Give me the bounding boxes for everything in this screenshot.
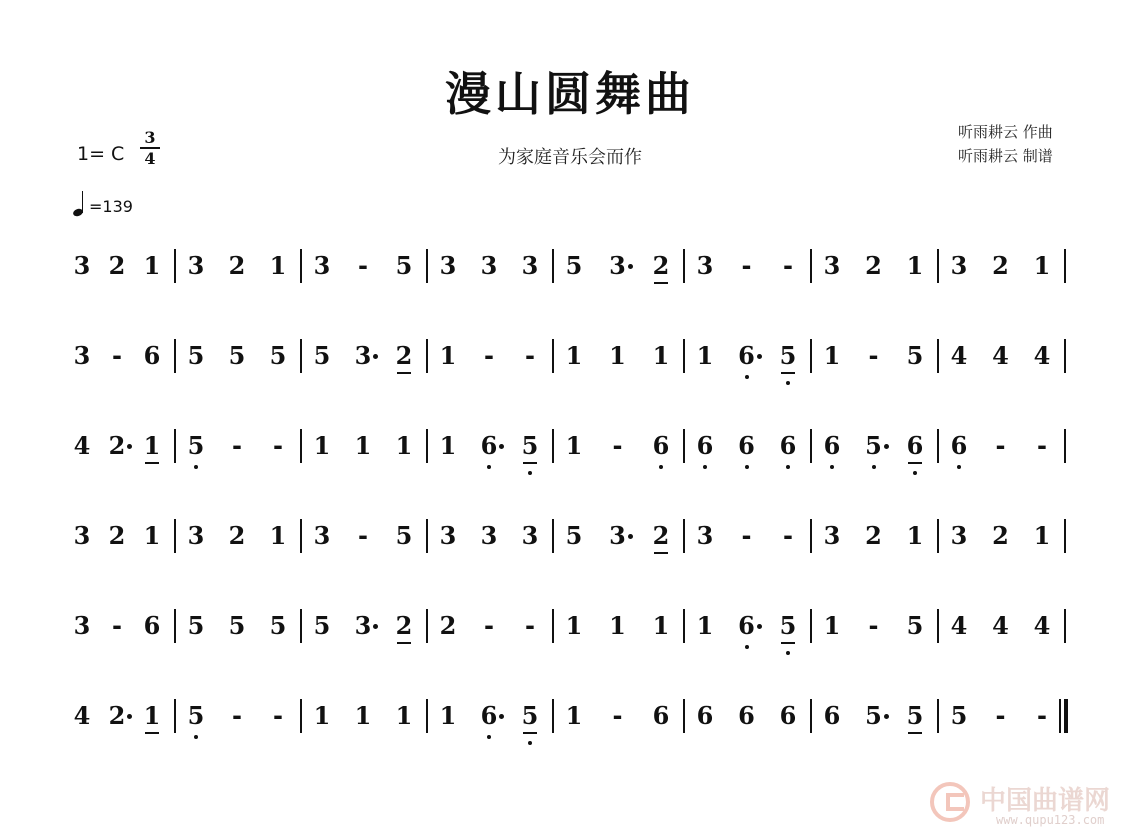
note: 6 [738,611,755,640]
low-octave-dot [786,465,790,469]
note: 5 [269,611,287,640]
note: 4 [992,341,1009,370]
note: 4 [950,611,968,640]
note: 6 [480,701,498,730]
note: 3 [313,521,331,550]
note: 1 [439,701,457,730]
note: 3 [696,521,714,550]
note: 2 [108,431,126,460]
augmentation-dot [757,354,762,359]
barline [552,609,554,643]
duration-dash: - [112,612,122,640]
duration-dash: - [112,342,122,370]
barline [174,249,176,283]
duration-dash: - [273,702,283,730]
barline [810,699,812,733]
barline [1064,429,1066,463]
eighth-underline [397,642,411,644]
low-octave-dot [830,465,834,469]
tempo-marking [73,190,133,216]
barline [1064,519,1066,553]
note: 1 [1033,521,1051,550]
barline [937,609,939,643]
arranger-credit: 听雨耕云 制谱 [958,147,1053,165]
note: 6 [143,611,161,640]
augmentation-dot [884,714,889,719]
duration-dash: - [484,612,494,640]
note: 5 [950,701,968,730]
note: 1 [354,701,372,730]
watermark-name: 中国曲谱网 [980,786,1111,816]
note: 1 [652,341,670,370]
barline [683,249,685,283]
note: 1 [823,611,841,640]
note: 5 [395,521,413,550]
barline [300,339,302,373]
barline [683,609,685,643]
note: 4 [73,701,91,730]
barline [174,699,176,733]
note: 5 [865,431,882,460]
note: 5 [313,341,331,370]
barline [552,699,554,733]
augmentation-dot [127,714,132,719]
barline [1064,339,1066,373]
eighth-underline [781,642,795,644]
note: 5 [187,611,205,640]
note: 2 [439,611,457,640]
note: 1 [565,611,583,640]
low-octave-dot [487,735,491,739]
qupu-logo-icon [930,782,970,822]
note: 1 [696,341,714,370]
final-barline [1064,699,1068,733]
note: 2 [108,701,126,730]
augmentation-dot [499,444,504,449]
barline [174,339,176,373]
duration-dash: - [741,522,752,550]
note: 1 [565,701,583,730]
duration-dash: - [273,432,283,460]
barline [552,429,554,463]
augmentation-dot [884,444,889,449]
duration-dash: - [741,252,752,280]
note: 5 [313,611,331,640]
note: 3 [354,341,372,370]
note: 1 [439,431,457,460]
low-octave-dot [786,651,790,655]
duration-dash: - [525,342,535,370]
note: 5 [521,431,539,460]
duration-dash: - [484,342,494,370]
note: 6 [738,341,755,370]
duration-dash: - [232,702,242,730]
note: 6 [738,431,755,460]
eighth-underline [523,462,537,464]
note: 1 [269,251,287,280]
note: 6 [906,431,924,460]
note: 1 [143,431,161,460]
note: 5 [187,431,205,460]
time-signature [140,130,160,167]
augmentation-dot [628,534,633,539]
note: 4 [1033,341,1051,370]
low-octave-dot [194,465,198,469]
note: 1 [439,341,457,370]
note: 1 [354,431,372,460]
note: 1 [269,521,287,550]
note: 4 [950,341,968,370]
note: 1 [143,251,161,280]
watermark-url: www.qupu123.com [996,813,1105,827]
low-octave-dot [745,645,749,649]
note: 3 [480,521,498,550]
note: 6 [823,431,841,460]
barline [426,699,428,733]
score-line [0,611,1140,671]
note: 3 [313,251,331,280]
key-signature: 1= C [77,143,125,165]
note: 3 [187,251,205,280]
score-line [0,431,1140,491]
note: 2 [865,251,882,280]
barline [1064,609,1066,643]
duration-dash: - [358,252,368,280]
note: 1 [143,521,161,550]
augmentation-dot [499,714,504,719]
note: 1 [906,251,924,280]
score-line [0,251,1140,311]
note: 5 [228,611,246,640]
note: 5 [779,611,797,640]
note: 5 [779,341,797,370]
watermark [930,780,1135,828]
time-signature-numerator: 3 [144,128,156,147]
duration-dash: - [525,612,535,640]
eighth-underline [397,372,411,374]
barline [810,519,812,553]
barline [426,339,428,373]
eighth-underline [654,282,668,284]
barline [426,519,428,553]
note: 2 [865,521,882,550]
note: 2 [108,521,126,550]
note: 1 [313,701,331,730]
note: 6 [696,701,714,730]
barline [810,609,812,643]
note: 3 [480,251,498,280]
barline [810,339,812,373]
note: 3 [823,251,841,280]
barline [426,609,428,643]
eighth-underline [654,552,668,554]
barline [937,429,939,463]
eighth-underline [523,732,537,734]
note: 1 [395,431,413,460]
score-line [0,521,1140,581]
note: 3 [439,251,457,280]
augmentation-dot [373,624,378,629]
barline [174,429,176,463]
note: 5 [187,341,205,370]
note: 6 [143,341,161,370]
note: 6 [696,431,714,460]
score-line [0,341,1140,401]
duration-dash: - [868,612,879,640]
note: 6 [950,431,968,460]
barline [683,429,685,463]
note: 3 [439,521,457,550]
augmentation-dot [628,264,633,269]
note: 6 [779,701,797,730]
note: 5 [395,251,413,280]
low-octave-dot [194,735,198,739]
barline [683,339,685,373]
duration-dash: - [358,522,368,550]
note: 5 [228,341,246,370]
duration-dash: - [612,702,623,730]
note: 1 [696,611,714,640]
low-octave-dot [703,465,707,469]
low-octave-dot [528,471,532,475]
note: 2 [228,251,246,280]
note: 5 [906,611,924,640]
duration-dash: - [612,432,623,460]
low-octave-dot [745,375,749,379]
eighth-underline [145,732,159,734]
note: 6 [652,701,670,730]
note: 5 [565,251,583,280]
duration-dash: - [995,432,1006,460]
note: 3 [187,521,205,550]
note: 6 [652,431,670,460]
low-octave-dot [913,471,917,475]
note: 1 [652,611,670,640]
barline [937,699,939,733]
credits [958,120,1053,168]
note: 4 [992,611,1009,640]
duration-dash: - [1037,432,1047,460]
eighth-underline [908,732,922,734]
note: 5 [906,701,924,730]
note: 3 [354,611,372,640]
note: 3 [609,521,626,550]
note: 5 [521,701,539,730]
augmentation-dot [757,624,762,629]
duration-dash: - [783,252,793,280]
time-signature-denominator: 4 [144,149,156,168]
augmentation-dot [127,444,132,449]
note: 1 [609,611,626,640]
barline [426,249,428,283]
note: 1 [313,431,331,460]
barline [683,519,685,553]
note: 3 [609,251,626,280]
duration-dash: - [783,522,793,550]
barline [300,249,302,283]
barline [810,429,812,463]
note: 2 [652,251,670,280]
barline [937,519,939,553]
low-octave-dot [745,465,749,469]
barline [300,429,302,463]
barline [300,519,302,553]
note: 1 [565,431,583,460]
barline [552,249,554,283]
note: 4 [1033,611,1051,640]
note: 6 [779,431,797,460]
low-octave-dot [872,465,876,469]
score-title: 漫山圆舞曲 [445,67,695,121]
note: 4 [73,431,91,460]
note: 3 [521,251,539,280]
eighth-underline [781,372,795,374]
note: 2 [992,251,1009,280]
note: 1 [565,341,583,370]
barline [810,249,812,283]
barline [174,519,176,553]
low-octave-dot [957,465,961,469]
barline [426,429,428,463]
note: 3 [950,251,968,280]
eighth-underline [908,462,922,464]
barline [174,609,176,643]
barline [937,339,939,373]
note: 5 [865,701,882,730]
note: 3 [73,611,91,640]
score-line [0,701,1140,761]
note: 6 [823,701,841,730]
quarter-note-icon [73,190,89,216]
note: 3 [950,521,968,550]
low-octave-dot [659,465,663,469]
note: 5 [187,701,205,730]
low-octave-dot [528,741,532,745]
note: 2 [395,611,413,640]
barline [1059,699,1061,733]
note: 1 [1033,251,1051,280]
note: 5 [565,521,583,550]
eighth-underline [145,462,159,464]
note: 3 [73,341,91,370]
note: 3 [73,251,91,280]
note: 1 [906,521,924,550]
note: 3 [73,521,91,550]
note: 3 [823,521,841,550]
note: 5 [269,341,287,370]
barline [300,699,302,733]
low-octave-dot [786,381,790,385]
composer-credit: 听雨耕云 作曲 [958,123,1053,141]
barline [937,249,939,283]
note: 2 [652,521,670,550]
note: 6 [738,701,755,730]
tempo-value: =139 [89,197,133,216]
note: 1 [143,701,161,730]
note: 2 [108,251,126,280]
barline [1064,249,1066,283]
note: 1 [395,701,413,730]
note: 3 [696,251,714,280]
note: 6 [480,431,498,460]
note: 3 [521,521,539,550]
note: 5 [906,341,924,370]
barline [683,699,685,733]
barline [552,339,554,373]
duration-dash: - [1037,702,1047,730]
duration-dash: - [868,342,879,370]
note: 2 [992,521,1009,550]
low-octave-dot [487,465,491,469]
duration-dash: - [995,702,1006,730]
barline [552,519,554,553]
barline [300,609,302,643]
note: 2 [395,341,413,370]
duration-dash: - [232,432,242,460]
note: 2 [228,521,246,550]
augmentation-dot [373,354,378,359]
score-subtitle: 为家庭音乐会而作 [498,147,642,168]
note: 1 [823,341,841,370]
note: 1 [609,341,626,370]
